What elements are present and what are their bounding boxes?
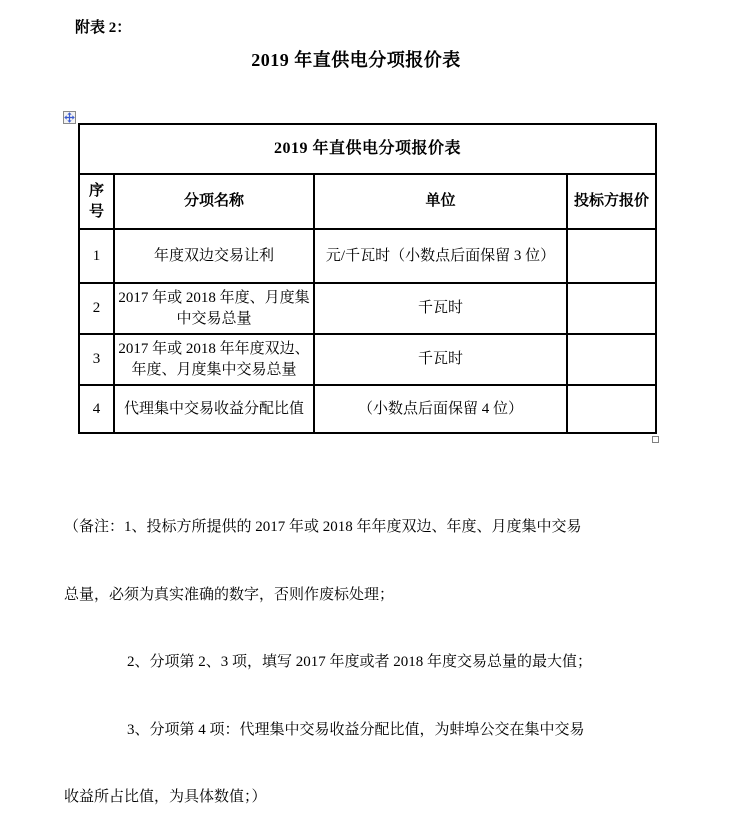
- table-resize-handle[interactable]: [652, 436, 659, 443]
- cell-bidder-quote[interactable]: [567, 334, 656, 385]
- remark-line: （备注：1、投标方所提供的 2017 年或 2018 年年度双边、年度、月度集中交易: [64, 519, 582, 535]
- remark-line: 3、分项第 4 项：代理集中交易收益分配比值，为蚌埠公交在集中交易: [127, 721, 585, 738]
- page-title: 2019 年直供电分项报价表: [251, 50, 461, 70]
- column-header-unit: 单位: [314, 174, 567, 229]
- remarks-block: [64, 471, 676, 831]
- cell-item-name: 代理集中交易收益分配比值: [114, 385, 314, 433]
- cell-unit: 元/千瓦时（小数点后面保留 3 位）: [314, 229, 567, 283]
- column-header-quote: 投标方报价: [567, 174, 656, 229]
- table-row: [79, 385, 656, 433]
- move-arrows-icon: [64, 112, 75, 123]
- cell-bidder-quote[interactable]: [567, 283, 656, 334]
- cell-unit: （小数点后面保留 4 位）: [314, 385, 567, 433]
- cell-no: 4: [79, 385, 114, 433]
- remark-line: 总量，必须为真实准确的数字，否则作废标处理；: [64, 586, 395, 603]
- cell-item-name: 2017 年或 2018 年年度双边、年度、月度集中交易总量: [114, 334, 314, 385]
- cell-item-name: 年度双边交易让利: [114, 229, 314, 283]
- column-header-name: 分项名称: [114, 174, 314, 229]
- appendix-label: 附表 2：: [75, 20, 132, 36]
- cell-no: 3: [79, 334, 114, 385]
- table-caption: 2019 年直供电分项报价表: [79, 124, 656, 174]
- quotation-table: [78, 123, 657, 434]
- cell-bidder-quote[interactable]: [567, 385, 656, 433]
- table-move-handle[interactable]: [63, 111, 76, 124]
- cell-bidder-quote[interactable]: [567, 229, 656, 283]
- cell-no: 1: [79, 229, 114, 283]
- cell-unit: 千瓦时: [314, 334, 567, 385]
- table-header-row: [79, 174, 656, 229]
- table-row: [79, 229, 656, 283]
- cell-item-name: 2017 年或 2018 年度、月度集中交易总量: [114, 283, 314, 334]
- table-row: [79, 283, 656, 334]
- cell-unit: 千瓦时: [314, 283, 567, 334]
- cell-no: 2: [79, 283, 114, 334]
- column-header-no: 序号: [79, 174, 114, 229]
- table-row: [79, 334, 656, 385]
- table-caption-row: [79, 124, 656, 174]
- remark-line: 收益所占比值，为具体数值；）: [64, 789, 267, 805]
- remark-line: 2、分项第 2、3 项，填写 2017 年度或者 2018 年度交易总量的最大值；: [127, 654, 593, 670]
